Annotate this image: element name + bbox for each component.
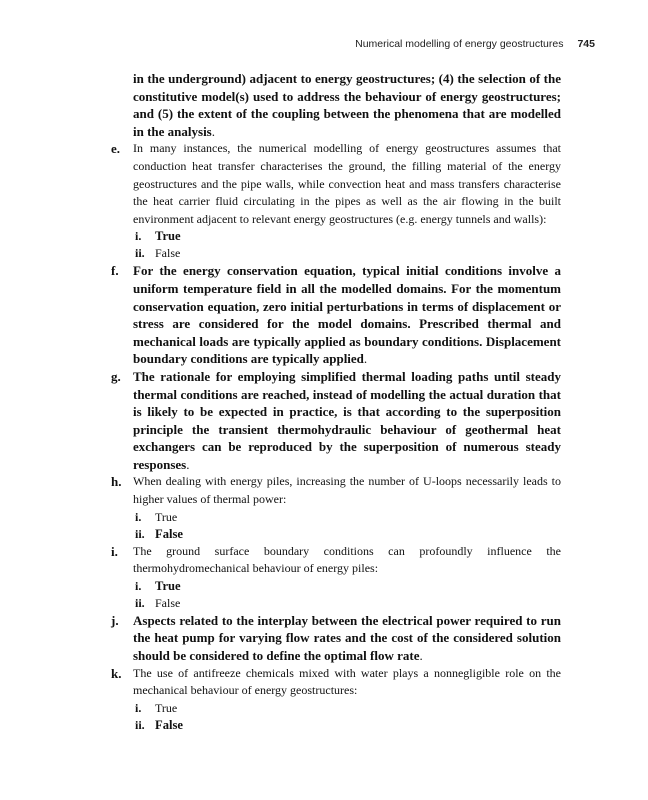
item-h-text: When dealing with energy piles, increasing the number of U-loops necessarily leads to higher values of thermal power:	[133, 474, 561, 507]
item-f-text: For the energy conservation equation, typical initial conditions involve a uniform temperature field in all the modelled domains. For the momentum conservation equation, zero initial perturbations in terms of displacement or stress are considered for the model domains. Prescribed thermal and mechanical loads are typically applied as boundary conditions. Displacement boundary conditions are typically applied	[133, 263, 561, 367]
item-g-period: .	[186, 456, 190, 472]
question-list	[0, 70, 648, 734]
item-j-period: .	[419, 648, 423, 664]
item-k-letter: k.	[111, 665, 122, 681]
item-g-text: The rationale for employing simplified thermal loading paths until steady thermal conditions are reached, instead of modelling the actual duration that is likely to be expected in practice, is that according to the superposition principle the transient thermohydraulic behaviour of geothermal heat exchangers can be reproduced by the superposition of numerous steady responses	[133, 368, 561, 472]
item-e	[111, 140, 561, 228]
item-h-letter: h.	[111, 474, 122, 490]
item-i-option-ii	[135, 595, 648, 612]
item-k	[111, 665, 561, 700]
item-g	[111, 368, 561, 474]
item-e-letter: e.	[111, 141, 121, 157]
option-label: False	[155, 717, 183, 732]
option-label: True	[155, 578, 181, 593]
option-label: True	[155, 229, 181, 244]
item-j	[111, 612, 561, 665]
item-e-option-i	[135, 228, 648, 245]
option-numeral: ii.	[135, 246, 145, 261]
option-label: False	[155, 595, 181, 610]
option-numeral: i.	[135, 700, 142, 715]
item-k-option-i	[135, 700, 648, 717]
running-title: Numerical modelling of energy geostructures	[355, 38, 564, 50]
item-j-letter: j.	[111, 612, 119, 628]
item-e-text: In many instances, the numerical modelling of energy geostructures assumes that conduction heat transfer characterises the ground, the filling material of the energy geostructures and the pipe walls, while convection heat and mass transfers characterise the heat carrier fluid circulating in the pipes as well as the air flowing in the built environment adjacent to relevant energy geostructures (e.g. energy tunnels and walls):	[133, 141, 561, 226]
option-numeral: ii.	[135, 595, 145, 610]
item-d-text: in the underground) adjacent to energy geostructures; (4) the selection of the constitutive model(s) used to address the behaviour of energy geostructures; and (5) the extent of the coupling between the phenomena that are modelled in the analysis	[133, 71, 561, 139]
item-h-option-i	[135, 509, 648, 526]
option-numeral: ii.	[135, 717, 145, 732]
item-d-continuation	[133, 70, 561, 140]
option-numeral: i.	[135, 578, 142, 593]
option-numeral: ii.	[135, 526, 145, 541]
item-i-text: The ground surface boundary conditions can profoundly influence the thermohydromechanical behaviour of energy piles:	[133, 543, 561, 576]
item-e-option-ii	[135, 245, 648, 262]
item-h	[111, 473, 561, 508]
option-label: False	[155, 246, 181, 261]
page-number: 745	[577, 38, 595, 50]
item-i-letter: i.	[111, 543, 118, 559]
item-k-text: The use of antifreeze chemicals mixed with water plays a nonnegligible role on the mechanical behaviour of energy geostructures:	[133, 665, 561, 698]
option-numeral: i.	[135, 229, 142, 244]
option-label: False	[155, 526, 183, 541]
item-h-option-ii	[135, 526, 648, 543]
item-f	[111, 262, 561, 368]
item-j-text: Aspects related to the interplay between the electrical power required to run the heat pump for varying flow rates and the cost of the considered solution should be considered to define the optimal flow rate	[133, 612, 561, 664]
option-label: True	[155, 509, 178, 524]
item-d-period: .	[211, 123, 215, 139]
item-k-option-ii	[135, 717, 648, 734]
item-i	[111, 543, 561, 578]
item-f-letter: f.	[111, 263, 119, 279]
option-numeral: i.	[135, 509, 142, 524]
item-f-period: .	[363, 351, 368, 367]
item-i-option-i	[135, 578, 648, 595]
option-label: True	[155, 700, 178, 715]
running-header	[355, 38, 595, 50]
item-g-letter: g.	[111, 368, 121, 384]
